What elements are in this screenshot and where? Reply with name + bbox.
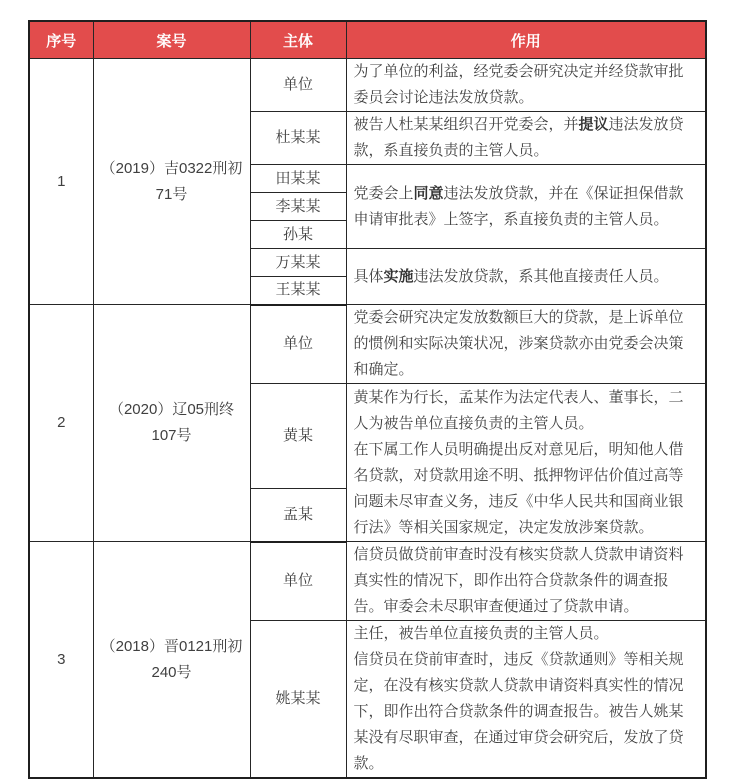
subject-cell: 李某某 xyxy=(250,193,346,221)
role-emphasis: 实施 xyxy=(383,267,414,285)
cases-table-container xyxy=(28,20,707,779)
case-no-cell: （2020）辽05刑终107号 xyxy=(93,305,250,542)
subject-cell: 孟某 xyxy=(250,489,346,542)
role-paragraph: 在下属工作人员明确提出反对意见后，明知他人借名贷款，对贷款用途不明、抵押物评估价值过高等问题未尽审查义务，违反《中华人民共和国商业银行法》等相关国家规定，决定发放涉案贷款。 xyxy=(353,440,684,536)
role-text: 被告人杜某某组织召开党委会，并 xyxy=(353,116,579,133)
role-paragraph: 主任，被告单位直接负责的主管人员。 xyxy=(353,625,609,642)
col-header-case-no: 案号 xyxy=(93,21,250,59)
role-text: 违法发放贷款，并在《保证担保借款申请审批表》上签字，系直接负责的主管人员。 xyxy=(353,184,684,228)
role-emphasis: 同意 xyxy=(413,184,444,202)
subject-cell: 姚某某 xyxy=(250,621,346,779)
case-no-cell: （2019）吉0322刑初71号 xyxy=(93,59,250,305)
subject-cell: 王某某 xyxy=(250,277,346,305)
subject-cell: 黄某 xyxy=(250,384,346,489)
role-text: 违法发放贷款，系其他直接责任人员。 xyxy=(413,267,669,285)
role-text: 党委会研究决定发放数额巨大的贷款，是上诉单位的惯例和实际决策状况，涉案贷款亦由党委会决策和确定。 xyxy=(353,309,684,378)
role-text: 具体 xyxy=(353,267,384,285)
role-cell xyxy=(346,305,706,384)
table-row xyxy=(29,305,706,384)
col-header-seq: 序号 xyxy=(29,21,93,59)
subject-cell: 杜某某 xyxy=(250,112,346,165)
role-cell xyxy=(346,112,706,165)
subject-cell: 单位 xyxy=(250,542,346,621)
seq-cell: 1 xyxy=(29,59,93,305)
role-text: 违法发放贷款，系直接负责的主管人员。 xyxy=(353,116,684,159)
subject-cell: 孙某 xyxy=(250,221,346,249)
role-text: 信贷员做贷前审查时没有核实贷款人贷款申请资料真实性的情况下，即作出符合贷款条件的调查报告。审委会未尽职审查便通过了贷款申请。 xyxy=(353,546,684,615)
cases-table xyxy=(28,20,707,779)
col-header-subject: 主体 xyxy=(250,21,346,59)
table-row xyxy=(29,59,706,112)
role-cell xyxy=(346,542,706,621)
role-paragraph: 信贷员在贷前审查时，违反《贷款通则》等相关规定，在没有核实贷款人贷款申请资料真实性的情况下，即作出符合贷款条件的调查报告。被告人姚某某没有尽职审查，在通过审贷会研究后，发放了贷款。 xyxy=(353,651,684,772)
subject-cell: 田某某 xyxy=(250,165,346,193)
seq-cell: 3 xyxy=(29,542,93,779)
subject-cell: 万某某 xyxy=(250,249,346,277)
table-row xyxy=(29,542,706,621)
case-no-cell: （2018）晋0121刑初240号 xyxy=(93,542,250,779)
role-cell xyxy=(346,165,706,249)
subject-cell: 单位 xyxy=(250,59,346,112)
role-cell xyxy=(346,621,706,779)
role-cell xyxy=(346,384,706,542)
subject-cell: 单位 xyxy=(250,305,346,384)
seq-cell: 2 xyxy=(29,305,93,542)
role-text: 为了单位的利益，经党委会研究决定并经贷款审批委员会讨论违法发放贷款。 xyxy=(353,63,684,106)
role-cell xyxy=(346,59,706,112)
role-paragraph: 黄某作为行长，孟某作为法定代表人、董事长，二人为被告单位直接负责的主管人员。 xyxy=(353,388,684,432)
col-header-role: 作用 xyxy=(346,21,706,59)
role-cell xyxy=(346,249,706,305)
role-emphasis: 提议 xyxy=(578,116,609,133)
header-row xyxy=(29,21,706,59)
role-text: 党委会上 xyxy=(353,184,414,202)
